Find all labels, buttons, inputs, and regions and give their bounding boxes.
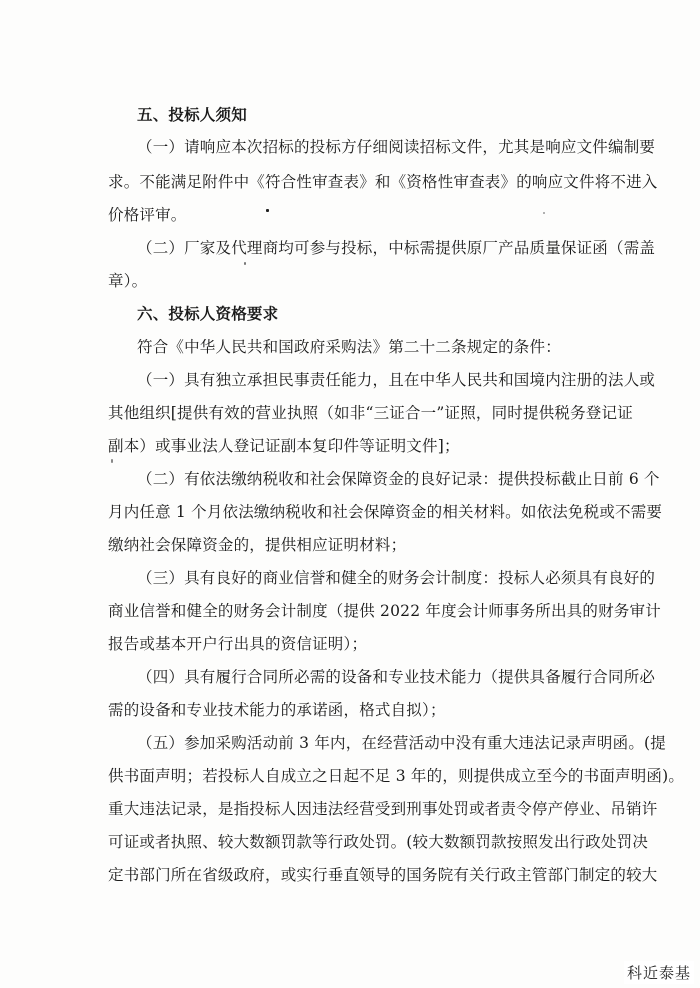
section-5-item-2-line-1: （二）厂家及代理商均可参与投标，中标需提供原厂产品质量保证函（需盖 [137, 239, 656, 257]
section-6-item-2-line-2: 月内任意 1 个月依法缴纳税收和社会保障资金的相关材料。如依法免税或不需要 [108, 503, 663, 521]
section-6-item-4-line-2: 需的设备和专业技术能力的承诺函，格式自拟）； [108, 701, 446, 719]
section-5-item-1-line-3: 价格评审。 [108, 206, 187, 224]
watermark-label: 科近泰基 [624, 961, 694, 984]
section-5-item-1-line-2: 求。不能满足附件中《符合性审查表》和《资格性审查表》的响应文件将不进入 [108, 173, 658, 191]
section-6-item-5-line-3: 重大违法记录，是指投标人因违法经营受到刑事处罚或者责令停产停业、吊销许 [108, 800, 658, 818]
section-6-intro: 符合《中华人民共和国政府采购法》第二十二条规定的条件： [137, 338, 561, 356]
section-6-item-2-line-1: （二）有依法缴纳税收和社会保障资金的良好记录：提供投标截止日前 6 个 [137, 470, 660, 488]
section-6-item-5-line-4: 可证或者执照、较大数额罚款等行政处罚。(较大数额罚款按照发出行政处罚决 [108, 833, 649, 851]
scan-speck [543, 212, 545, 214]
scan-speck [244, 262, 246, 265]
section-6-item-3-line-1: （三）具有良好的商业信誉和健全的财务会计制度：投标人必须具有良好的 [137, 569, 656, 587]
section-6-item-5-line-2: 供书面声明；若投标人自成立之日起不足 3 年的，则提供成立至今的书面声明函)。 [108, 767, 685, 785]
section-6-heading: 六、投标人资格要求 [137, 305, 279, 323]
section-6-item-4-line-1: （四）具有履行合同所必需的设备和专业技术能力（提供具备履行合同所必 [137, 668, 656, 686]
section-6-item-3-line-2: 商业信誉和健全的财务会计制度（提供 2022 年度会计师事务所出具的财务审计 [108, 602, 661, 620]
scan-speck [266, 209, 269, 212]
section-6-item-1-line-3: 副本）或事业法人登记证副本复印件等证明文件]； [108, 437, 460, 455]
section-5-item-1-line-1: （一）请响应本次招标的投标方仔细阅读招标文件，尤其是响应文件编制要 [137, 138, 656, 156]
section-5-item-2-line-2: 章）。 [108, 272, 148, 290]
section-6-item-5-line-1: （五）参加采购活动前 3 年内，在经营活动中没有重大违法记录声明函。(提 [137, 734, 666, 752]
section-6-item-1-line-1: （一）具有独立承担民事责任能力，且在中华人民共和国境内注册的法人或 [137, 371, 656, 389]
scan-speck [111, 459, 113, 463]
section-6-item-2-line-3: 缴纳社会保障资金的，提供相应证明材料； [108, 536, 407, 554]
section-6-item-3-line-3: 报告或基本开户行出具的资信证明）； [108, 635, 368, 653]
section-6-item-5-line-5: 定书部门所在省级政府，或实行垂直领导的国务院有关行政主管部门制定的较大 [108, 866, 658, 884]
section-5-heading: 五、投标人须知 [137, 106, 247, 124]
section-6-item-1-line-2: 其他组织[提供有效的营业执照（如非“三证合一”证照，同时提供税务登记证 [108, 404, 633, 422]
